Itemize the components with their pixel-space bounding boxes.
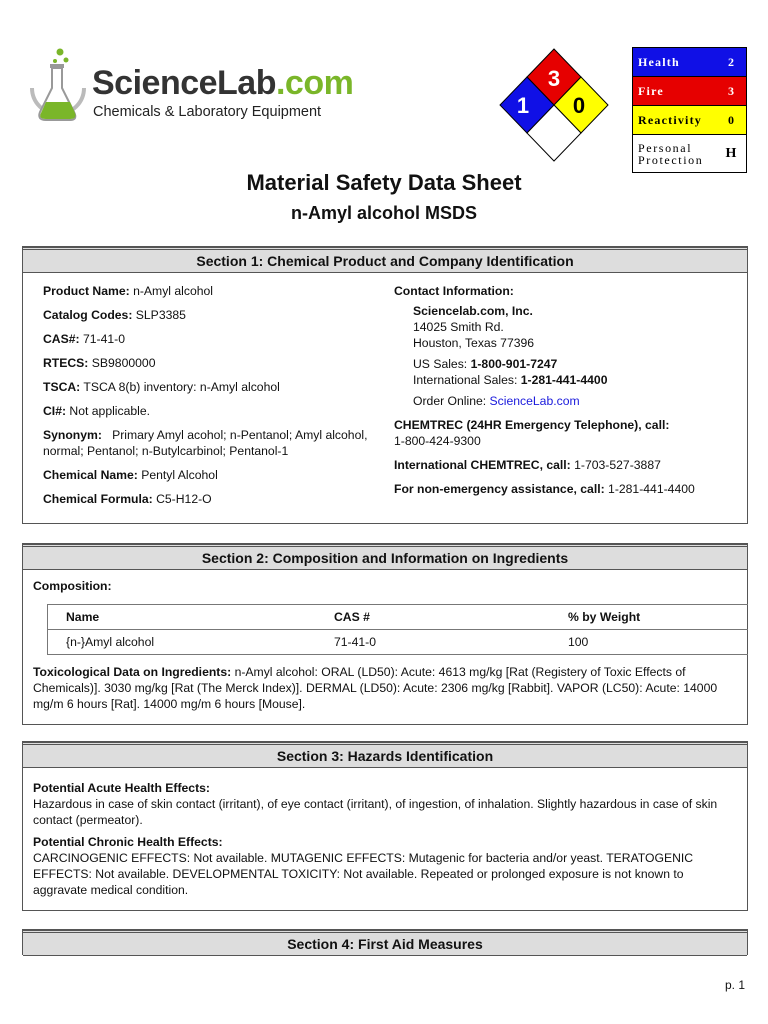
field-value: C5-H12-O: [152, 492, 212, 506]
cas-row: [43, 331, 368, 347]
nfpa-reactivity-value: 0: [572, 93, 586, 118]
column-header: [550, 605, 748, 630]
hazard-row-personal-protection: [633, 135, 746, 172]
logo-tagline: Chemicals & Laboratory Equipment: [93, 104, 322, 120]
field-value: TSCA 8(b) inventory: n-Amyl alcohol: [80, 380, 280, 394]
hazard-value: 3: [728, 83, 734, 98]
composition-table: [47, 604, 748, 655]
column-header-text: CAS #: [334, 610, 370, 624]
tsca-row: [43, 379, 368, 395]
table-cell: 71-41-0: [316, 630, 550, 655]
chemtrec-phone: 1-800-424-9300: [394, 434, 481, 448]
non-emergency-label: For non-emergency assistance, call:: [394, 482, 605, 496]
field-value: n-Amyl alcohol: [129, 284, 214, 298]
hazard-label: Reactivity: [638, 113, 702, 127]
logo-name-domain: .com: [275, 64, 354, 102]
section-2: [22, 543, 748, 725]
column-header: [48, 605, 317, 630]
hazard-label: Fire: [638, 84, 664, 98]
hazard-row-reactivity: [633, 106, 746, 135]
nfpa-diamond: [498, 48, 610, 166]
field-label: Catalog Codes:: [43, 308, 133, 322]
chemical-name-row: [43, 467, 368, 483]
catalog-codes-row: [43, 307, 368, 323]
address-line-1: 14025 Smith Rd.: [413, 320, 504, 334]
nfpa-health-value: 1: [516, 93, 530, 118]
field-value: Not applicable.: [66, 404, 151, 418]
sciencelab-logo: [22, 46, 354, 136]
flask-icon: [22, 46, 92, 136]
chemtrec-label: CHEMTREC (24HR Emergency Telephone), call:: [394, 418, 670, 432]
address-line-2: Houston, Texas 77396: [413, 336, 535, 350]
field-value: Primary Amyl acohol; n-Pentanol; Amyl alcohol, normal; Pentanol; n-Butylcarbinol; Pentanol-1: [43, 428, 371, 458]
contact-heading: Contact Information:: [394, 284, 514, 298]
field-label: Synonym:: [43, 428, 102, 442]
order-online: [394, 393, 734, 409]
tox-label: Toxicological Data on Ingredients:: [33, 665, 232, 679]
chronic-effects-label-text: Potential Chronic Health Effects:: [33, 835, 223, 849]
hazard-row-fire: [633, 77, 746, 106]
section-1: [22, 246, 748, 524]
section-3: [22, 741, 748, 911]
field-label: RTECS:: [43, 356, 89, 370]
non-emergency-phone: 1-281-441-4400: [604, 482, 695, 496]
table-header-row: [48, 605, 749, 630]
acute-effects-text: Hazardous in case of skin contact (irritant), of eye contact (irritant), of ingestion, of inhalation. Slightly hazardous in case of skin contact (permeator).: [33, 797, 718, 827]
field-label: CI#:: [43, 404, 67, 418]
logo-name-science: Science: [92, 64, 218, 102]
field-label: Chemical Formula:: [43, 492, 153, 506]
us-sales-phone: 1-800-901-7247: [470, 357, 558, 371]
synonym-row: [43, 427, 371, 459]
chronic-effects-label: [33, 834, 733, 850]
section-heading: Section 2: Composition and Information on Ingredients: [23, 544, 747, 570]
company-name: [394, 303, 734, 319]
hazard-rating-table: [632, 47, 747, 173]
composition-label-text: Composition:: [33, 579, 112, 593]
nfpa-fire-value: 3: [547, 66, 561, 91]
us-sales: [394, 356, 734, 372]
company-name-text: Sciencelab.com, Inc.: [413, 304, 533, 318]
field-value: 71-41-0: [79, 332, 125, 346]
page-number: p. 1: [724, 978, 745, 992]
field-label: CAS#:: [43, 332, 80, 346]
logo-wordmark: [92, 66, 353, 100]
table-row: [48, 630, 749, 655]
chemtrec: [394, 417, 734, 449]
section-heading: Section 4: First Aid Measures: [23, 930, 747, 956]
field-label: TSCA:: [43, 380, 81, 394]
section-4: [22, 929, 748, 955]
intl-chemtrec-phone: 1-703-527-3887: [570, 458, 661, 472]
document-subtitle: n-Amyl alcohol MSDS: [290, 203, 478, 223]
intl-sales-phone: 1-281-441-4400: [520, 373, 608, 387]
product-name-row: [43, 283, 368, 299]
section-heading: Section 1: Chemical Product and Company Identification: [23, 247, 747, 273]
hazard-value: 2: [728, 54, 734, 69]
composition-label: [33, 578, 112, 594]
tox-text: n-Amyl alcohol: ORAL (LD50): Acute: 4613 mg/kg [Rat (Registery of Toxic Effects of Chemicals)]. 3030 mg/kg [Rat (The Merck Index)]. DERMAL (LD50): Acute: 2306 mg/kg [Rabbit]. VAPOR (LC50): Acute: 14000 mg/m 6 hours [Rat]. 14000 mg/m 6 hours [Mouse].: [33, 665, 718, 711]
section-heading: Section 3: Hazards Identification: [23, 742, 747, 768]
hazard-value: H: [725, 145, 737, 161]
chemical-formula-row: [43, 491, 368, 507]
contact-information: [394, 283, 734, 497]
toxicological-data: [33, 664, 733, 712]
chronic-effects-text: CARCINOGENIC EFFECTS: Not available. MUTAGENIC EFFECTS: Mutagenic for bacteria and/or yeast. TERATOGENIC EFFECTS: Not available. DEVELOPMENTAL TOXICITY: Not available. Repeated or prolonged exposure is not known to aggravate medical condition.: [33, 851, 694, 897]
field-value: SLP3385: [132, 308, 186, 322]
international-sales: [394, 372, 734, 388]
field-label: Product Name:: [43, 284, 130, 298]
hazard-row-health: [633, 48, 746, 77]
document-title: Material Safety Data Sheet: [246, 170, 522, 195]
hazards-body: [33, 780, 733, 898]
acute-effects-label: [33, 780, 733, 796]
acute-effects-label-text: Potential Acute Health Effects:: [33, 781, 210, 795]
non-emergency: [394, 481, 734, 497]
intl-sales-label: International Sales:: [413, 373, 521, 387]
field-value: SB9800000: [88, 356, 156, 370]
intl-chemtrec-label: International CHEMTREC, call:: [394, 458, 571, 472]
field-value: Pentyl Alcohol: [137, 468, 218, 482]
rtecs-row: [43, 355, 368, 371]
column-header: [316, 605, 550, 630]
logo-name-lab: Lab: [217, 64, 276, 102]
order-online-link[interactable]: ScienceLab.com: [489, 394, 580, 408]
column-header-text: Name: [66, 610, 100, 624]
international-chemtrec: [394, 457, 734, 473]
hazard-label: Personal Protection: [638, 140, 704, 167]
contact-label: [394, 283, 734, 299]
us-sales-label: US Sales:: [413, 357, 471, 371]
ci-row: [43, 403, 368, 419]
product-identification: [43, 283, 371, 515]
field-label: Chemical Name:: [43, 468, 138, 482]
hazard-value: 0: [728, 112, 734, 127]
table-cell: 100: [550, 630, 748, 655]
order-online-label: Order Online:: [413, 394, 490, 408]
column-header-text: % by Weight: [568, 610, 641, 624]
hazard-label: Health: [638, 55, 680, 69]
table-cell: {n-}Amyl alcohol: [48, 630, 317, 655]
